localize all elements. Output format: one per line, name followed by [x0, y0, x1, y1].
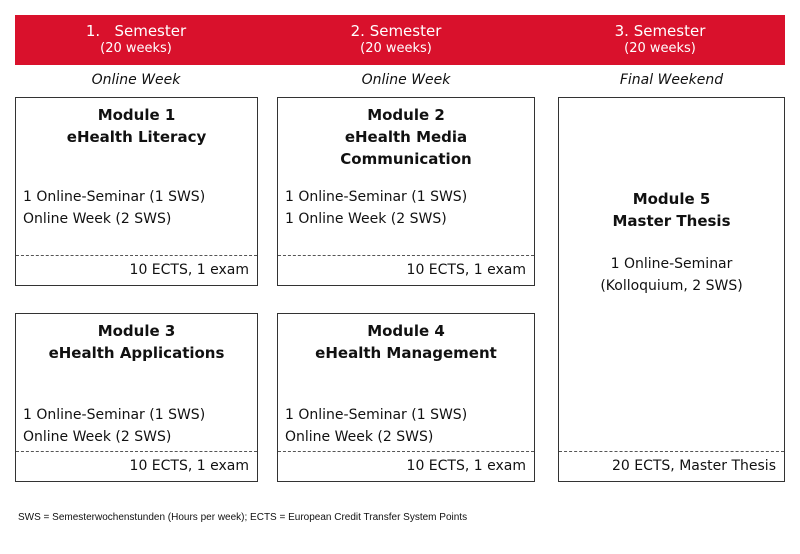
semester-2-duration: (20 weeks) — [360, 41, 432, 56]
module-2-name-line-1: eHealth Media — [344, 128, 468, 146]
module-4-title — [278, 320, 534, 364]
module-5-box — [558, 97, 785, 482]
semester-1-format: Online Week — [91, 72, 181, 88]
module-3-title — [16, 320, 257, 364]
module-2-line-2: 1 Online Week (2 SWS) — [285, 211, 447, 227]
semester-3-format: Final Weekend — [619, 72, 724, 88]
module-3-description — [23, 404, 205, 448]
module-3-line-2: Online Week (2 SWS) — [23, 429, 172, 445]
module-2-line-1: 1 Online-Seminar (1 SWS) — [285, 189, 468, 205]
module-4-footer: 10 ECTS, 1 exam — [278, 451, 534, 481]
module-2-footer: 10 ECTS, 1 exam — [278, 255, 534, 285]
module-5-number: Module 5 — [632, 190, 711, 208]
module-3-name: eHealth Applications — [48, 344, 225, 362]
module-5-title — [559, 188, 784, 232]
module-3-footer: 10 ECTS, 1 exam — [16, 451, 257, 481]
module-1-number: Module 1 — [97, 106, 176, 124]
module-3-box — [15, 313, 258, 482]
module-2-number: Module 2 — [367, 106, 445, 124]
module-4-line-2: Online Week (2 SWS) — [285, 429, 434, 445]
module-5-footer: 20 ECTS, Master Thesis — [559, 451, 784, 481]
semester-3-header — [535, 15, 785, 65]
semester-1-duration: (20 weeks) — [100, 41, 172, 56]
semester-2-title: 2. Semester — [350, 22, 442, 40]
module-3-number: Module 3 — [97, 322, 176, 340]
module-1-name: eHealth Literacy — [66, 128, 207, 146]
module-2-box — [277, 97, 535, 286]
module-5-line-2: (Kolloquium, 2 SWS) — [600, 278, 743, 294]
module-3-line-1: 1 Online-Seminar (1 SWS) — [23, 407, 206, 423]
module-5-description — [559, 253, 784, 297]
semester-2-format: Online Week — [361, 72, 451, 88]
module-1-line-2: Online Week (2 SWS) — [23, 211, 172, 227]
module-1-line-1: 1 Online-Seminar (1 SWS) — [23, 189, 206, 205]
module-4-number: Module 4 — [367, 322, 445, 340]
semester-3-title: 3. Semester — [614, 22, 706, 40]
footnote: SWS = Semesterwochenstunden (Hours per week); ECTS = European Credit Transfer System Points — [18, 512, 468, 523]
semester-1-header — [15, 15, 257, 65]
module-4-box — [277, 313, 535, 482]
module-2-description — [285, 186, 467, 230]
semester-2-header — [257, 15, 535, 65]
module-1-title — [16, 104, 257, 148]
module-4-name: eHealth Management — [315, 344, 497, 362]
module-4-description — [285, 404, 467, 448]
module-1-box — [15, 97, 258, 286]
module-5-name: Master Thesis — [612, 212, 731, 230]
semester-1-title: 1. Semester — [85, 22, 187, 40]
module-4-line-1: 1 Online-Seminar (1 SWS) — [285, 407, 468, 423]
module-5-line-1: 1 Online-Seminar — [610, 256, 733, 272]
module-2-name-line-2: Communication — [340, 150, 472, 168]
module-2-title — [278, 104, 534, 170]
module-1-description — [23, 186, 205, 230]
semester-3-duration: (20 weeks) — [624, 41, 696, 56]
module-1-footer: 10 ECTS, 1 exam — [16, 255, 257, 285]
